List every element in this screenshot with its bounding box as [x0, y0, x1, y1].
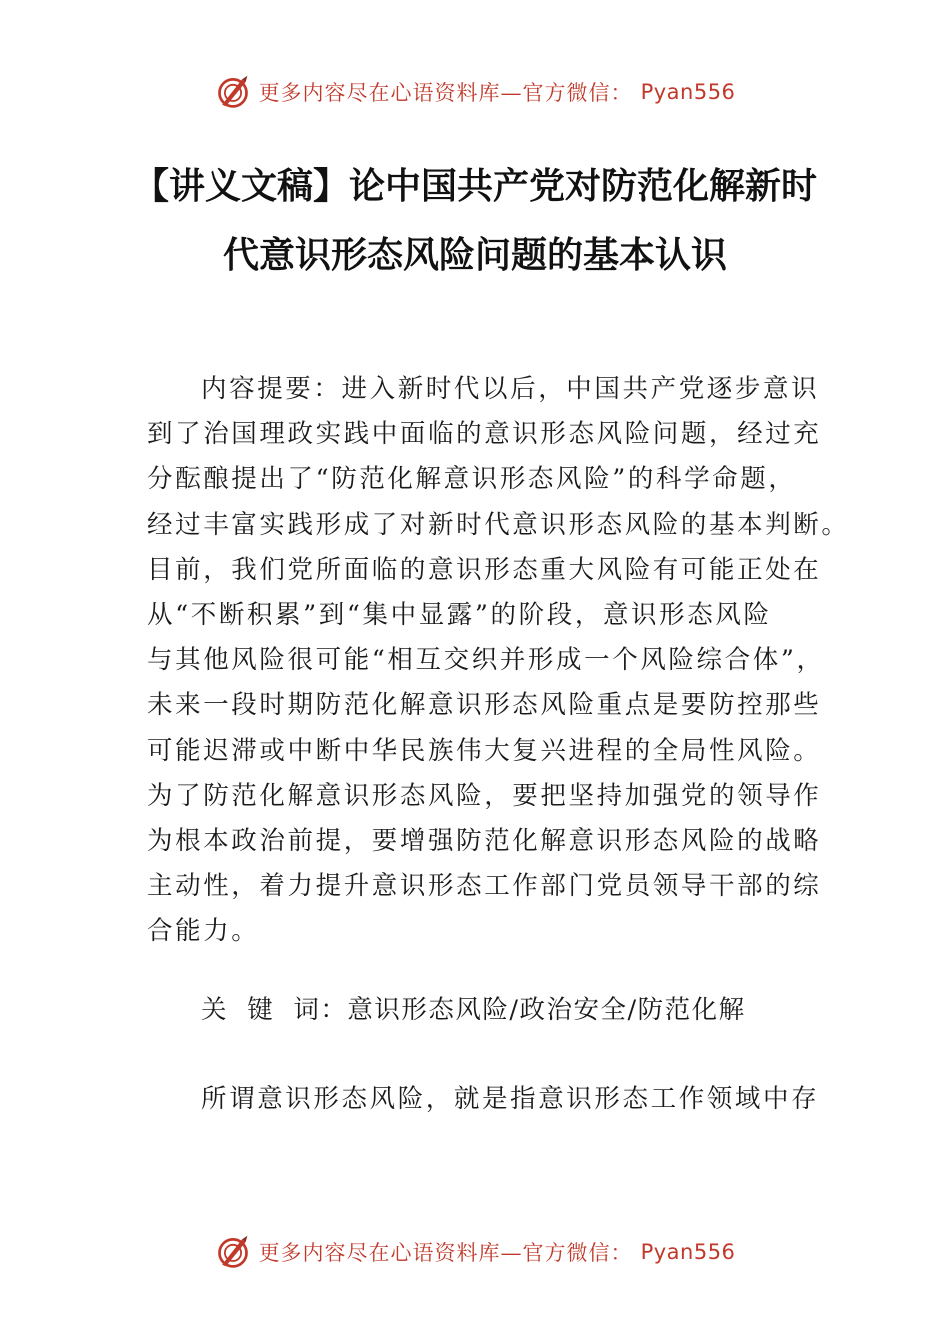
abstract-line: 为了防范化解意识形态风险，要把坚持加强党的领导作: [147, 780, 822, 811]
abstract-line: 合能力。: [147, 916, 260, 947]
abstract-line: 与其他风险很可能“相互交织并形成一个风险综合体”，: [147, 645, 825, 676]
abstract-line: 主动性，着力提升意识形态工作部门党员领导干部的综: [147, 871, 822, 902]
header-wechat-id: Pyan556: [640, 80, 736, 104]
abstract-line: 分酝酿提出了“防范化解意识形态风险”的科学命题，: [147, 464, 797, 495]
pen-logo-icon: [215, 74, 251, 110]
abstract-line: 内容提要：进入新时代以后，中国共产党逐步意识: [201, 374, 820, 404]
abstract-paragraph: [147, 367, 850, 955]
footer-wechat-id: Pyan556: [640, 1240, 736, 1264]
body-paragraph-start: 所谓意识形态风险，就是指意识形态工作领域中存: [201, 1084, 820, 1114]
abstract-line: 可能迟滞或中断中华民族伟大复兴进程的全局性风险。: [147, 735, 822, 766]
abstract-line: 目前，我们党所面临的意识形态重大风险有可能正处在: [147, 554, 822, 585]
pen-logo-icon: [215, 1234, 251, 1270]
document-title-line-2: 代意识形态风险问题的基本认识: [222, 235, 727, 276]
keywords-line: 关 键 词：意识形态风险/政治安全/防范化解: [201, 995, 746, 1025]
abstract-line: 到了治国理政实践中面临的意识形态风险问题，经过充: [147, 419, 822, 450]
footer-banner-text: 更多内容尽在心语资料库—官方微信：: [258, 1241, 633, 1265]
abstract-line: 从“不断积累”到“集中显露”的阶段，意识形态风险: [147, 600, 772, 631]
footer-banner: [0, 1232, 950, 1272]
abstract-line: 未来一段时期防范化解意识形态风险重点是要防控那些: [147, 690, 822, 721]
header-banner: [0, 72, 950, 112]
abstract-line: 为根本政治前提，要增强防范化解意识形态风险的战略: [147, 826, 822, 857]
document-title-line-1: 【讲义文稿】论中国共产党对防范化解新时: [132, 166, 817, 207]
header-banner-text: 更多内容尽在心语资料库—官方微信：: [258, 81, 633, 105]
abstract-line: 经过丰富实践形成了对新时代意识形态风险的基本判断。: [147, 509, 850, 540]
